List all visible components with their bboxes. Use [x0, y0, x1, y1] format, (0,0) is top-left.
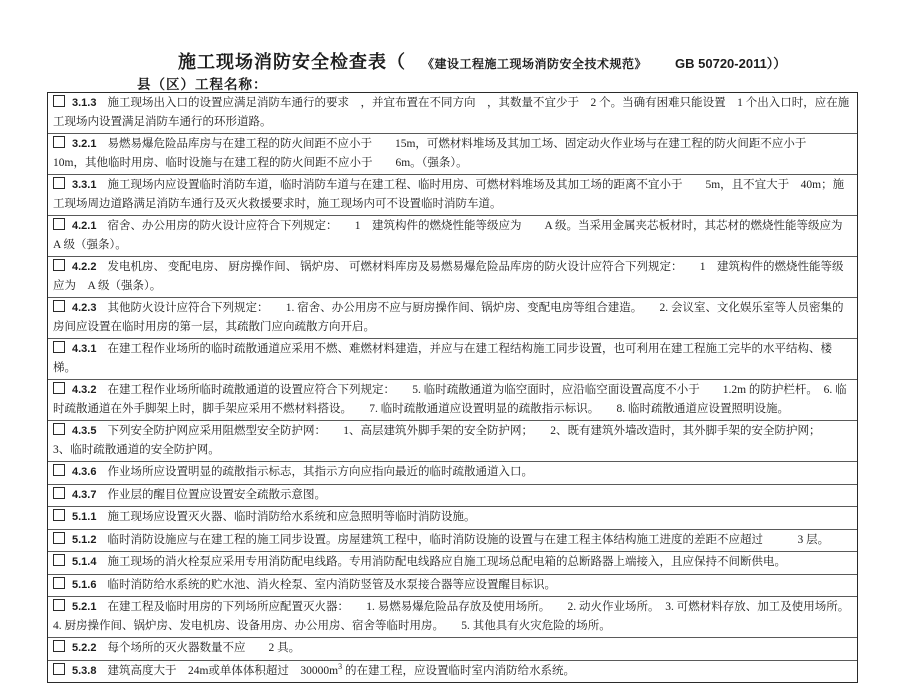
item-text: 临时消防设施应与在建工程的施工同步设置。房屋建筑工程中，临时消防设施的设置与在建工程主体结构施工进度的差距不应超过 3 层。: [107, 533, 830, 546]
checklist-row: [48, 461, 857, 484]
item-number: 5.1.2: [72, 533, 97, 546]
item-text: 在建工程作业场所的临时疏散通道应采用不燃、难燃材料建造，并应与在建工程结构施工同步设置，也可利用在建工程施工完毕的水平结构、楼梯。: [53, 343, 832, 374]
title-standard-reference: 《建设工程施工现场消防安全技术规范》: [422, 57, 648, 71]
checklist-table: [47, 92, 867, 683]
document-title: [178, 48, 786, 74]
item-text: 宿舍、办公用房的防火设计应符合下列规定： 1 建筑构件的燃烧性能等级应为 A 级。当采用金属夹芯板材时，其芯材的燃烧性能等级应为 A 级（强条）。: [53, 220, 866, 251]
item-checkbox[interactable]: [53, 300, 65, 312]
item-number: 5.1.6: [72, 578, 97, 591]
item-checkbox[interactable]: [53, 640, 65, 652]
item-number: 4.3.6: [72, 466, 97, 478]
item-text: 临时消防给水系统的贮水池、消火栓泵、室内消防竖管及水泵接合器等应设置醒目标识。: [107, 578, 556, 591]
item-text: 建筑高度大于 24m或单体体积超过 30000m: [107, 664, 339, 677]
checklist-row: [48, 574, 857, 597]
item-number: 4.2.1: [72, 220, 97, 232]
item-number: 3.3.1: [72, 179, 97, 191]
item-checkbox[interactable]: [53, 382, 65, 394]
item-text: 在建工程及临时用房的下列场所应配置灭火器： 1. 易燃易爆危险品存放及使用场所。 2. 动火作业场所。 3. 可燃材料存放、加工及使用场所。 4. 厨房操作间、锅炉房、发电机房、设备用房、办公用房、宿舍等临时用房。 5. 其他具有火灾危险的场所。: [53, 601, 867, 632]
item-text: 发电机房、 变配电房、 厨房操作间、 锅炉房、 可燃材料库房及易燃易爆危险品库房的防火设计应符合下列规定： 1 建筑构件的燃烧性能等级应为 A 级（强条）。: [53, 261, 844, 292]
item-text: 施工现场的消火栓泵应采用专用消防配电线路。专用消防配电线路应自施工现场总配电箱的总断路器上端接入，且应保持不间断供电。: [107, 556, 786, 568]
item-text-continued: 的在建工程，应设置临时室内消防给水系统。: [342, 664, 575, 677]
item-text: 作业场所应设置明显的疏散指示标志，其指示方向应指向最近的临时疏散通道入口。: [107, 466, 533, 478]
checklist-row: [48, 529, 857, 552]
item-number: 5.2.2: [72, 642, 97, 654]
item-checkbox[interactable]: [53, 218, 65, 230]
checklist-row: [48, 338, 857, 379]
checklist-row: [48, 506, 857, 529]
checklist-row: [48, 297, 857, 338]
item-number: 5.1.4: [72, 556, 97, 568]
item-text: 作业层的醒目位置应设置安全疏散示意图。: [107, 488, 326, 501]
item-checkbox[interactable]: [53, 423, 65, 435]
item-checkbox[interactable]: [53, 464, 65, 476]
checklist-row: [48, 660, 857, 683]
item-number: 4.2.3: [72, 302, 97, 314]
item-number: 3.1.3: [72, 97, 97, 109]
item-number: 5.2.1: [72, 601, 97, 613]
title-main: 施工现场消防安全检查表（: [178, 52, 406, 72]
checklist-row: [48, 551, 857, 574]
checklist-row: [48, 637, 857, 660]
checklist-row: [48, 93, 857, 133]
checklist-row: [48, 174, 857, 215]
item-checkbox[interactable]: [53, 341, 65, 353]
item-text: 施工现场出入口的设置应满足消防车通行的要求 ，并宜布置在不同方向 ，其数量不宜少于 2 个。当确有困难只能设置 1 个出入口时，应在施工现场内设置满足消防车通行的环形道路。: [53, 97, 850, 128]
item-text: 每个场所的灭火器数量不应 2 具。: [107, 642, 301, 654]
item-checkbox[interactable]: [53, 487, 65, 499]
checklist-row: [48, 215, 866, 256]
checklist-row: [48, 256, 857, 297]
item-number: 4.3.7: [72, 488, 97, 501]
item-number: 4.2.2: [72, 261, 97, 273]
item-text: 在建工程作业场所临时疏散通道的设置应符合下列规定： 5. 临时疏散通道为临空面时，应沿临空面设置高度不小于 1.2m 的防护栏杆。 6. 临时疏散通道在外手脚架上时，脚手架应采用不燃材料搭设。 7. 临时疏散通道应设置明显的疏散指示标识。 8. 临时疏散通道应设置照明设施。: [53, 384, 847, 415]
item-number: 4.3.2: [72, 384, 97, 396]
item-number: 5.3.8: [72, 664, 97, 677]
item-number: 4.3.1: [72, 343, 97, 355]
item-checkbox[interactable]: [53, 554, 65, 566]
title-standard-code: GB 50720-2011））: [675, 56, 787, 71]
item-checkbox[interactable]: [53, 532, 65, 544]
item-text: 易燃易爆危险品库房与在建工程的防火间距不应小于 15m，可燃材料堆场及其加工场、固定动火作业场与在建工程的防火间距不应小于 10m，其他临时用房、临时设施与在建工程的防火间距不应小于 6m。（强条）。: [53, 138, 830, 169]
checklist-row: [48, 484, 857, 507]
project-name-label: 县（区）工程名称：: [137, 77, 268, 92]
item-checkbox[interactable]: [53, 509, 65, 521]
superscript: 3: [338, 661, 343, 671]
item-text: 下列安全防护网应采用阻燃型安全防护网： 1、高层建筑外脚手架的安全防护网； 2、既有建筑外墙改造时，其外脚手架的安全防护网； 3、临时疏散通道的安全防护网。: [53, 425, 838, 456]
item-number: 3.2.1: [72, 138, 97, 150]
item-checkbox[interactable]: [53, 136, 65, 148]
item-text: 施工现场内应设置临时消防车道，临时消防车道与在建工程、临时用房、可燃材料堆场及其加工场的距离不宜小于 5m，且不宜大于 40m；施工现场周边道路满足消防车通行及灭火救援要求时，施工现场内可不设置临时消防车道。: [53, 179, 845, 210]
item-checkbox[interactable]: [53, 177, 65, 189]
item-checkbox[interactable]: [53, 95, 65, 107]
checklist-row: [48, 379, 857, 420]
item-checkbox[interactable]: [53, 577, 65, 589]
item-number: 5.1.1: [72, 511, 97, 523]
checklist-row: [48, 133, 857, 174]
checklist-row: [48, 596, 867, 637]
item-checkbox[interactable]: [53, 259, 65, 271]
item-checkbox[interactable]: [53, 663, 65, 675]
item-text: 其他防火设计应符合下列规定： 1. 宿舍、办公用房不应与厨房操作间、锅炉房、变配电房等组合建造。 2. 会议室、文化娱乐室等人员密集的房间应设置在临时用房的第一层，其疏散门应向疏散方向开启。: [53, 302, 844, 333]
item-text: 施工现场应设置灭火器、临时消防给水系统和应急照明等临时消防设施。: [107, 511, 476, 523]
item-number: 4.3.5: [72, 425, 97, 437]
checklist-row: [48, 420, 857, 461]
item-checkbox[interactable]: [53, 599, 65, 611]
